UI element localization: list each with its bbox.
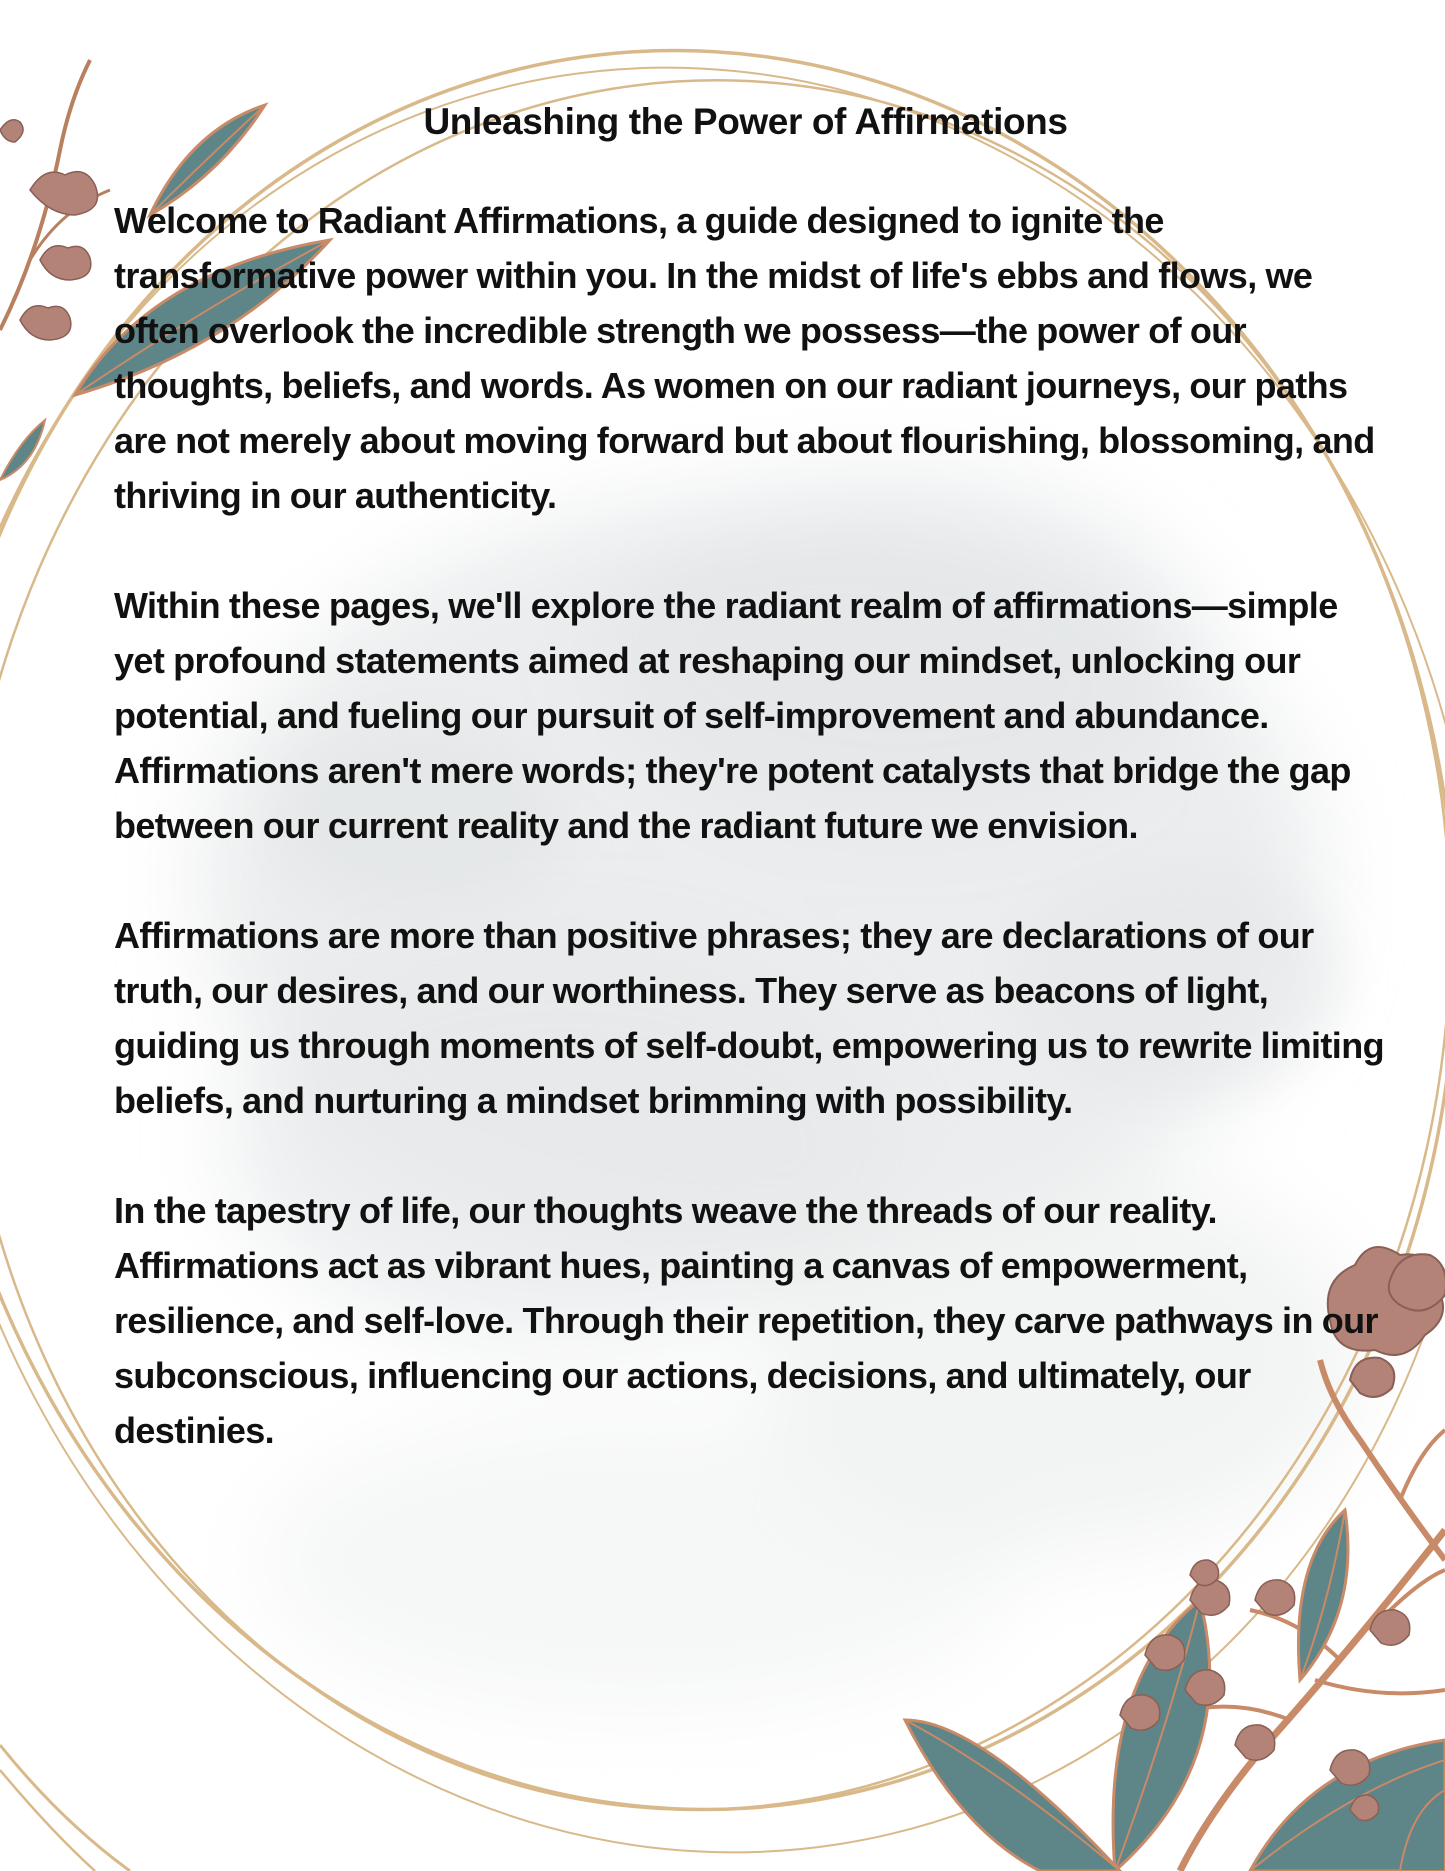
paragraph-2: Within these pages, we'll explore the radiant realm of affirmations—simple yet profound statements aimed at reshaping our mindset, unlocking our potential, and fueling our pursuit of self-improvement and abundance. Affirmations aren't mere words; they're potent catalysts that bridge the gap between our current reality and the radiant future we envision. bbox=[114, 585, 1351, 846]
page-title: Unleashing the Power of Affirmations bbox=[423, 101, 1068, 142]
paragraph-3: Affirmations are more than positive phrases; they are declarations of our truth, our desires, and our worthiness. They serve as beacons of light, guiding us through moments of self-doubt, empowering us to rewrite limiting beliefs, and nurturing a mindset brimming with possibility. bbox=[114, 915, 1384, 1121]
paragraph-1: Welcome to Radiant Affirmations, a guide designed to ignite the transformative power within you. In the midst of life's ebbs and flows, we often overlook the incredible strength we possess—the power of our thoughts, beliefs, and words. As women on our radiant journeys, our paths are not merely about moving forward but about flourishing, blossoming, and thriving in our authenticity. bbox=[114, 200, 1375, 516]
paragraph-4: In the tapestry of life, our thoughts weave the threads of our reality. Affirmations act as vibrant hues, painting a canvas of empowerment, resilience, and self-love. Through their repetition, they carve pathways in our subconscious, influencing our actions, decisions, and ultimately, our destinies. bbox=[114, 1190, 1378, 1451]
document-body bbox=[114, 98, 1394, 1513]
